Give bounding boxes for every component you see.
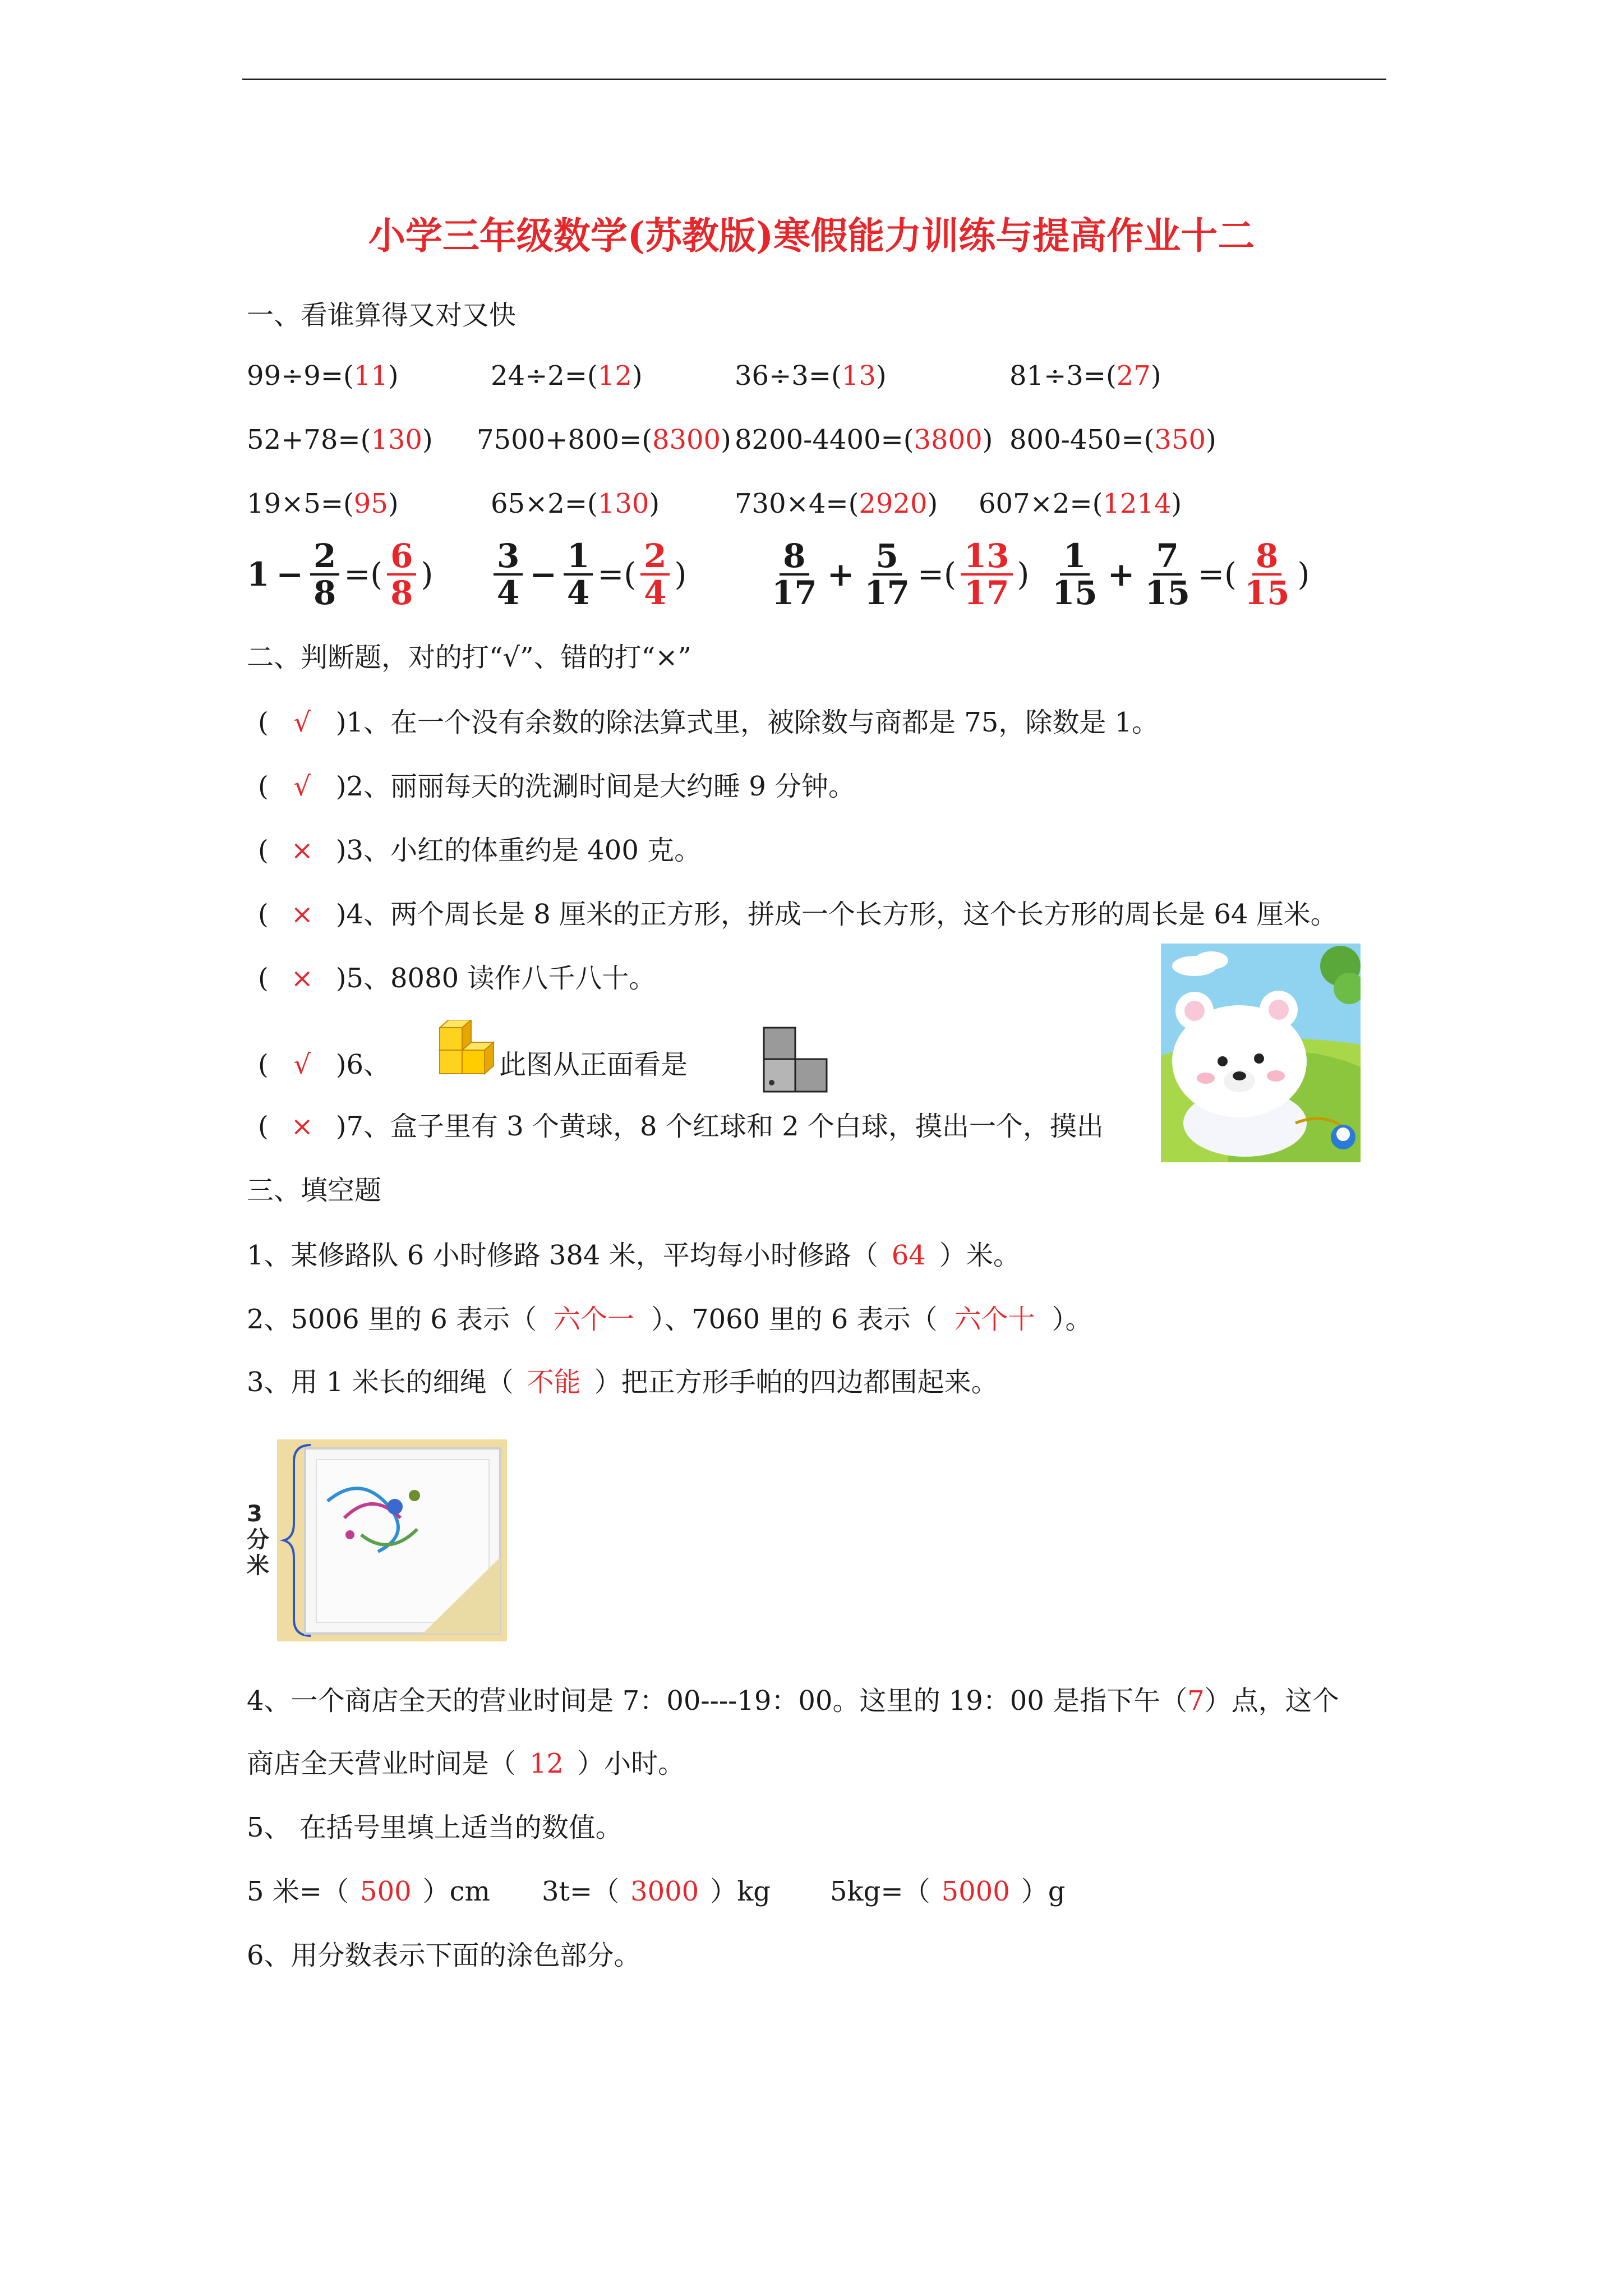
answer-mark: × <box>291 963 313 994</box>
answer-mark: × <box>291 1111 313 1142</box>
calc-problem: 19×5=(95) <box>247 488 399 519</box>
calc-problem: 99÷9=(11) <box>247 360 399 392</box>
calc-answer: 130 <box>597 488 649 519</box>
calc-problem: 24÷2=(12) <box>491 360 643 392</box>
section1-heading: 一、看谁算得又对又快 <box>247 300 517 331</box>
calc-answer: 95 <box>353 488 388 519</box>
judge-item: ( × )4、两个周长是 8 厘米的正方形，拼成一个长方形，这个长方形的周长是 64 厘米。 <box>258 899 1338 930</box>
calc-problem: 730×4=(2920) <box>735 488 938 519</box>
fraction-problem: $\frac{3}{4}$ − $\frac{1}{4}$ =( $\frac{2}{4}$ ) <box>494 539 686 610</box>
fill-q1: 1、某修路队 6 小时修路 384 米，平均每小时修路（ 64 ）米。 <box>247 1240 1020 1271</box>
bear-illustration <box>1161 944 1361 1162</box>
judge-item: ( √ )2、丽丽每天的洗涮时间是大约睡 9 分钟。 <box>258 771 856 802</box>
section3-heading: 三、填空题 <box>247 1175 382 1206</box>
fill-q2: 2、5006 里的 6 表示（ 六个一 ）、7060 里的 6 表示（ 六个十 ）。 <box>247 1304 1092 1335</box>
calc-answer: 130 <box>371 424 422 455</box>
section2-heading: 二、判断题，对的打“√”、错的打“×” <box>247 642 691 673</box>
calc-answer: 2920 <box>859 488 928 519</box>
calc-problem: 52+78=(130) <box>247 424 433 455</box>
fill-q4-line1: 4、一个商店全天的营业时间是 7：00----19：00。这里的 19：00 是指下午（7）点，这个 <box>247 1685 1339 1717</box>
calc-problem: 7500+800=(8300) <box>477 424 731 455</box>
answer-mark: √ <box>293 1049 311 1080</box>
calc-answer: 3800 <box>914 424 983 455</box>
cube-stack-figure <box>437 1020 499 1076</box>
judge-item-6-tail: 此图从正面看是 <box>499 1049 688 1080</box>
calc-answer: 350 <box>1154 424 1206 455</box>
answer-mark: √ <box>293 707 311 738</box>
page-title: 小学三年级数学(苏教版)寒假能力训练与提高作业十二 <box>368 214 1255 257</box>
fill-q5-item: 3t=（ 3000 ）kg <box>542 1876 771 1907</box>
fill-q5-item: 5 米=（ 500 ）cm <box>247 1876 491 1907</box>
calc-answer: 27 <box>1116 360 1151 392</box>
calc-answer: 11 <box>353 360 388 392</box>
header-rule <box>242 79 1386 80</box>
calc-answer: 13 <box>841 360 876 392</box>
fraction-problem: $\frac{1}{15}$ + $\frac{7}{15}$ =( $\frac{8}{15}$ ) <box>1052 537 1310 612</box>
fill-q4-line2: 商店全天营业时间是（ 12 ）小时。 <box>247 1748 685 1779</box>
calc-problem: 607×2=(1214) <box>979 488 1182 519</box>
judge-item: ( × )5、8080 读作八千八十。 <box>258 963 656 994</box>
hanky-size-label: 3分米 <box>247 1501 269 1579</box>
calc-problem: 36÷3=(13) <box>735 360 887 392</box>
calc-problem: 800-450=(350) <box>1009 424 1216 455</box>
front-view-figure <box>763 1027 829 1094</box>
judge-item: ( √ )6、 <box>258 1049 391 1080</box>
judge-item: ( × )7、盒子里有 3 个黄球，8 个红球和 2 个白球，摸出一个，摸出 <box>258 1111 1104 1142</box>
judge-item: ( √ )1、在一个没有余数的除法算式里，被除数与商都是 75，除数是 1。 <box>258 707 1159 738</box>
answer-mark: √ <box>293 771 311 802</box>
calc-problem: 8200-4400=(3800) <box>735 424 993 455</box>
answer-mark: × <box>291 899 313 930</box>
judge-item: ( × )3、小红的体重约是 400 克。 <box>258 835 702 866</box>
fill-q5-item: 5kg=（ 5000 ）g <box>830 1876 1066 1907</box>
calc-problem: 65×2=(130) <box>491 488 660 519</box>
calc-answer: 8300 <box>652 424 721 455</box>
calc-answer: 12 <box>597 360 632 392</box>
calc-answer: 1214 <box>1103 488 1172 519</box>
fraction-problem: $\frac{8}{17}$ + $\frac{5}{17}$ =( $\frac{13}{17}$ ) <box>772 537 1030 612</box>
fill-q6: 6、用分数表示下面的涂色部分。 <box>247 1940 641 1971</box>
fill-q5: 5、 在括号里填上适当的数值。 <box>247 1812 623 1843</box>
fraction-problem: 1 − $\frac{2}{8}$ =( $\frac{6}{8}$ ) <box>247 537 434 612</box>
calc-problem: 81÷3=(27) <box>1009 360 1161 392</box>
fill-q3: 3、用 1 米长的细绳（ 不能 ）把正方形手帕的四边都围起来。 <box>247 1366 998 1398</box>
fraction-row <box>247 539 1368 623</box>
answer-mark: × <box>291 835 313 866</box>
handkerchief-figure <box>247 1439 510 1641</box>
